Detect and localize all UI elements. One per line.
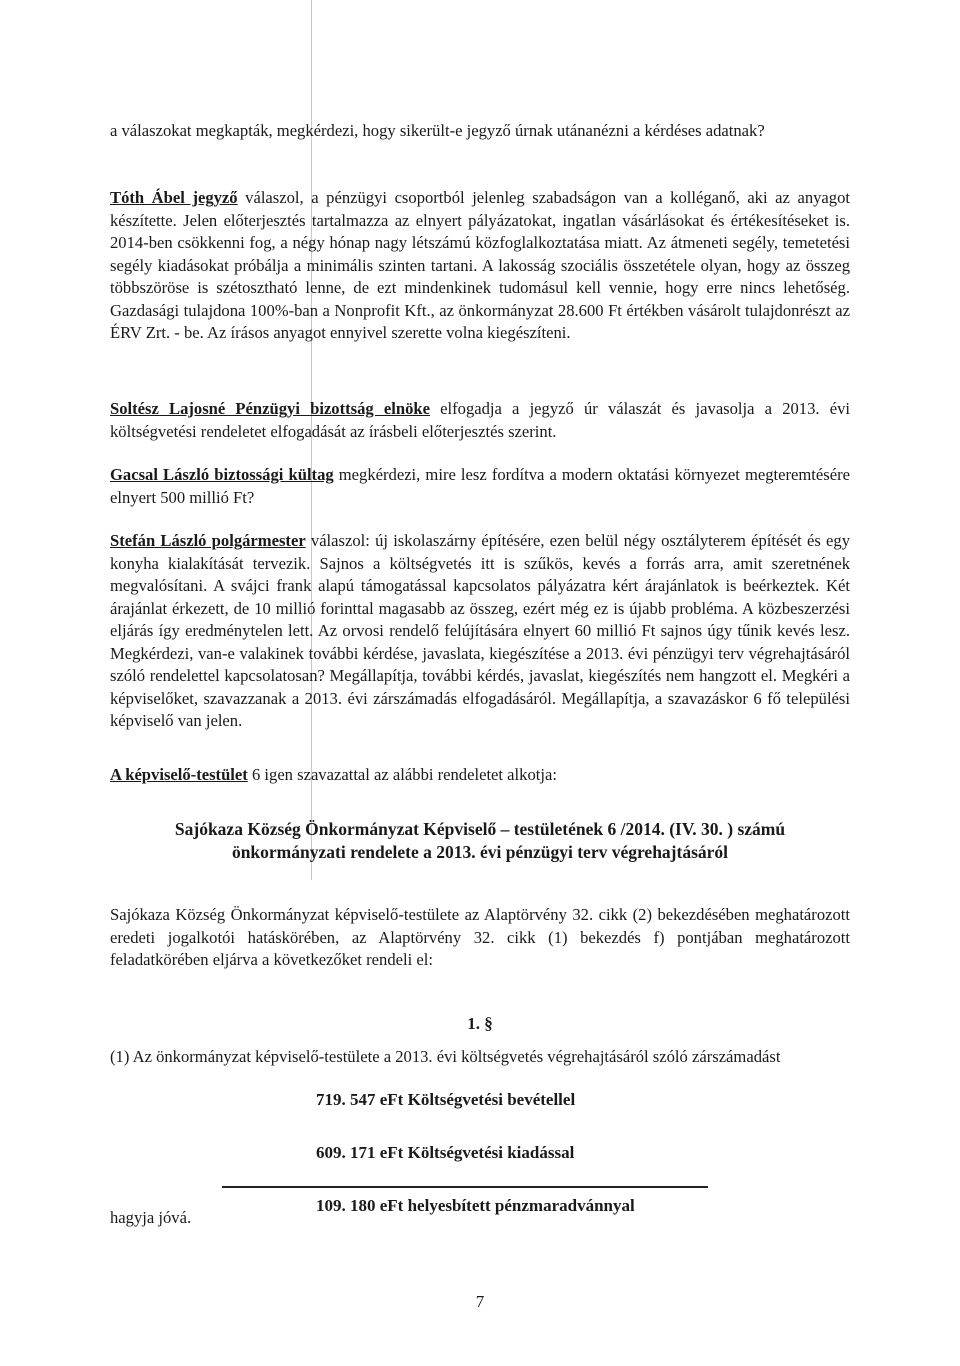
paragraph-soltesz-text: elfogadja a jegyző úr válaszát és javasolja a 2013. évi költségvetési rendeletet elfogadását az írásbeli előterjesztés szerint.	[110, 399, 850, 441]
paragraph-stefan-text: válaszol: új iskolaszárny építésére, ezen belül négy osztályterem építését és egy konyha kialakítását tervezik. Sajnos a költségvetés itt is szűkös, kevés a forrás arra, amit szeretnének megvalósítani. A svájci frank alapú támogatással kapcsolatos pályázatra kért árajánlatok is beérkeztek. Két árajánlat érkezett, de 10 millió forinttal magasabb az összeg, ezért még ez is újabb probléma. A közbeszerzési eljárás így eredménytelen lett. Az orvosi rendelő felújítására elnyert 60 millió Ft sajnos úgy tűnik kevés lesz. Megkérdezi, van-e valakinek további kérdése, javaslata, kiegészítése a 2013. évi pénzügyi terv végrehajtásáról szóló rendelettel kapcsolatosan? Megállapítja, további kérdés, javaslat, kiegészítés nem hangzott el. Megkéri a képviselőket, szavazzanak a 2013. évi zárszámadás elfogadásáról. Megállapítja, a szavazáskor 6 fő települési képviselő van jelen.	[110, 531, 850, 730]
paragraph-preamble	[110, 904, 850, 972]
speaker-label: Soltész Lajosné Pénzügyi bizottság elnöke	[110, 399, 430, 418]
speaker-label: Stefán László polgármester	[110, 531, 306, 550]
paragraph-jegyzo-text: válaszol, a pénzügyi csoportból jelenleg szabadságon van a kolléganő, aki az anyagot készítette. Jelen előterjesztés tartalmazza az elnyert pályázatokat, ingatlan vásárlásokat és értékesítéseket is. 2014-ben csökkenni fog, a négy hónap nagy létszámú közfoglalkoztatása miatt. Az átmeneti segély, temetetési segély kiadásokat próbálja a minimális szinten tartani. A lakosság szociális összetétele olyan, hogy az összeg többszöröse is szétosztható lenne, de ezt mindenkinek tudomásul kell vennie, hogy erre nincs lehetőség. Gazdasági tulajdona 100%-ban a Nonprofit Kft., az önkormányzat 28.600 Ft értékben vásárolt tulajdonrészt az ÉRV Zrt. - be. Az írásos anyagot ennyivel szerette volna kiegészíteni.	[110, 188, 850, 342]
page-number: 7	[475, 1292, 485, 1311]
paragraph-gacsal-text: megkérdezi, mire lesz fordítva a modern oktatási környezet megteremtésére elnyert 500 millió Ft?	[110, 465, 850, 507]
paragraph-intro-text: a válaszokat megkapták, megkérdezi, hogy sikerült-e jegyző úrnak utánanézni a kérdéses adatnak?	[110, 121, 765, 140]
paragraph-soltesz	[110, 398, 850, 443]
sum-divider-line	[222, 1186, 708, 1188]
paragraph-jegyzo	[110, 187, 850, 345]
paragraph-testulet-text: 6 igen szavazattal az alábbi rendeletet alkotja:	[247, 765, 557, 784]
paragraph-testulet	[110, 764, 850, 787]
paragraph-clause-1-text: (1) Az önkormányzat képviselő-testülete a 2013. évi költségvetés végrehajtásáról szóló zárszámadást	[110, 1047, 781, 1066]
section-mark: 1. §	[467, 1014, 493, 1033]
speaker-label: Gacsal László biztossági kültag	[110, 465, 334, 484]
speaker-label: A képviselő-testület	[110, 765, 248, 784]
paragraph-gacsal	[110, 464, 850, 509]
decree-title-line2: önkormányzati rendelete a 2013. évi pénzügyi terv végrehajtásáról	[231, 842, 729, 862]
paragraph-intro	[110, 120, 850, 143]
figure-residual: 109. 180 eFt helyesbített pénzmaradvánnyal	[316, 1196, 635, 1215]
speaker-label: Tóth Ábel jegyző	[110, 188, 238, 207]
figure-revenue: 719. 547 eFt Költségvetési bevétellel	[316, 1090, 576, 1109]
paragraph-preamble-text: Sajókaza Község Önkormányzat képviselő-testülete az Alaptörvény 32. cikk (2) bekezdésében meghatározott eredeti jogalkotói hatáskörében, az Alaptörvény 32. cikk (1) bekezdés f) pontjában meghatározott feladatkörében eljárva a következőket rendeli el:	[110, 905, 850, 969]
closing-text: hagyja jóvá.	[110, 1208, 192, 1227]
decree-title-line1: Sajókaza Község Önkormányzat Képviselő – testületének 6 /2014. (IV. 30. ) számú	[174, 819, 786, 839]
paragraph-clause-1	[110, 1046, 850, 1069]
paragraph-stefan	[110, 530, 850, 733]
figure-expense: 609. 171 eFt Költségvetési kiadással	[316, 1143, 575, 1162]
